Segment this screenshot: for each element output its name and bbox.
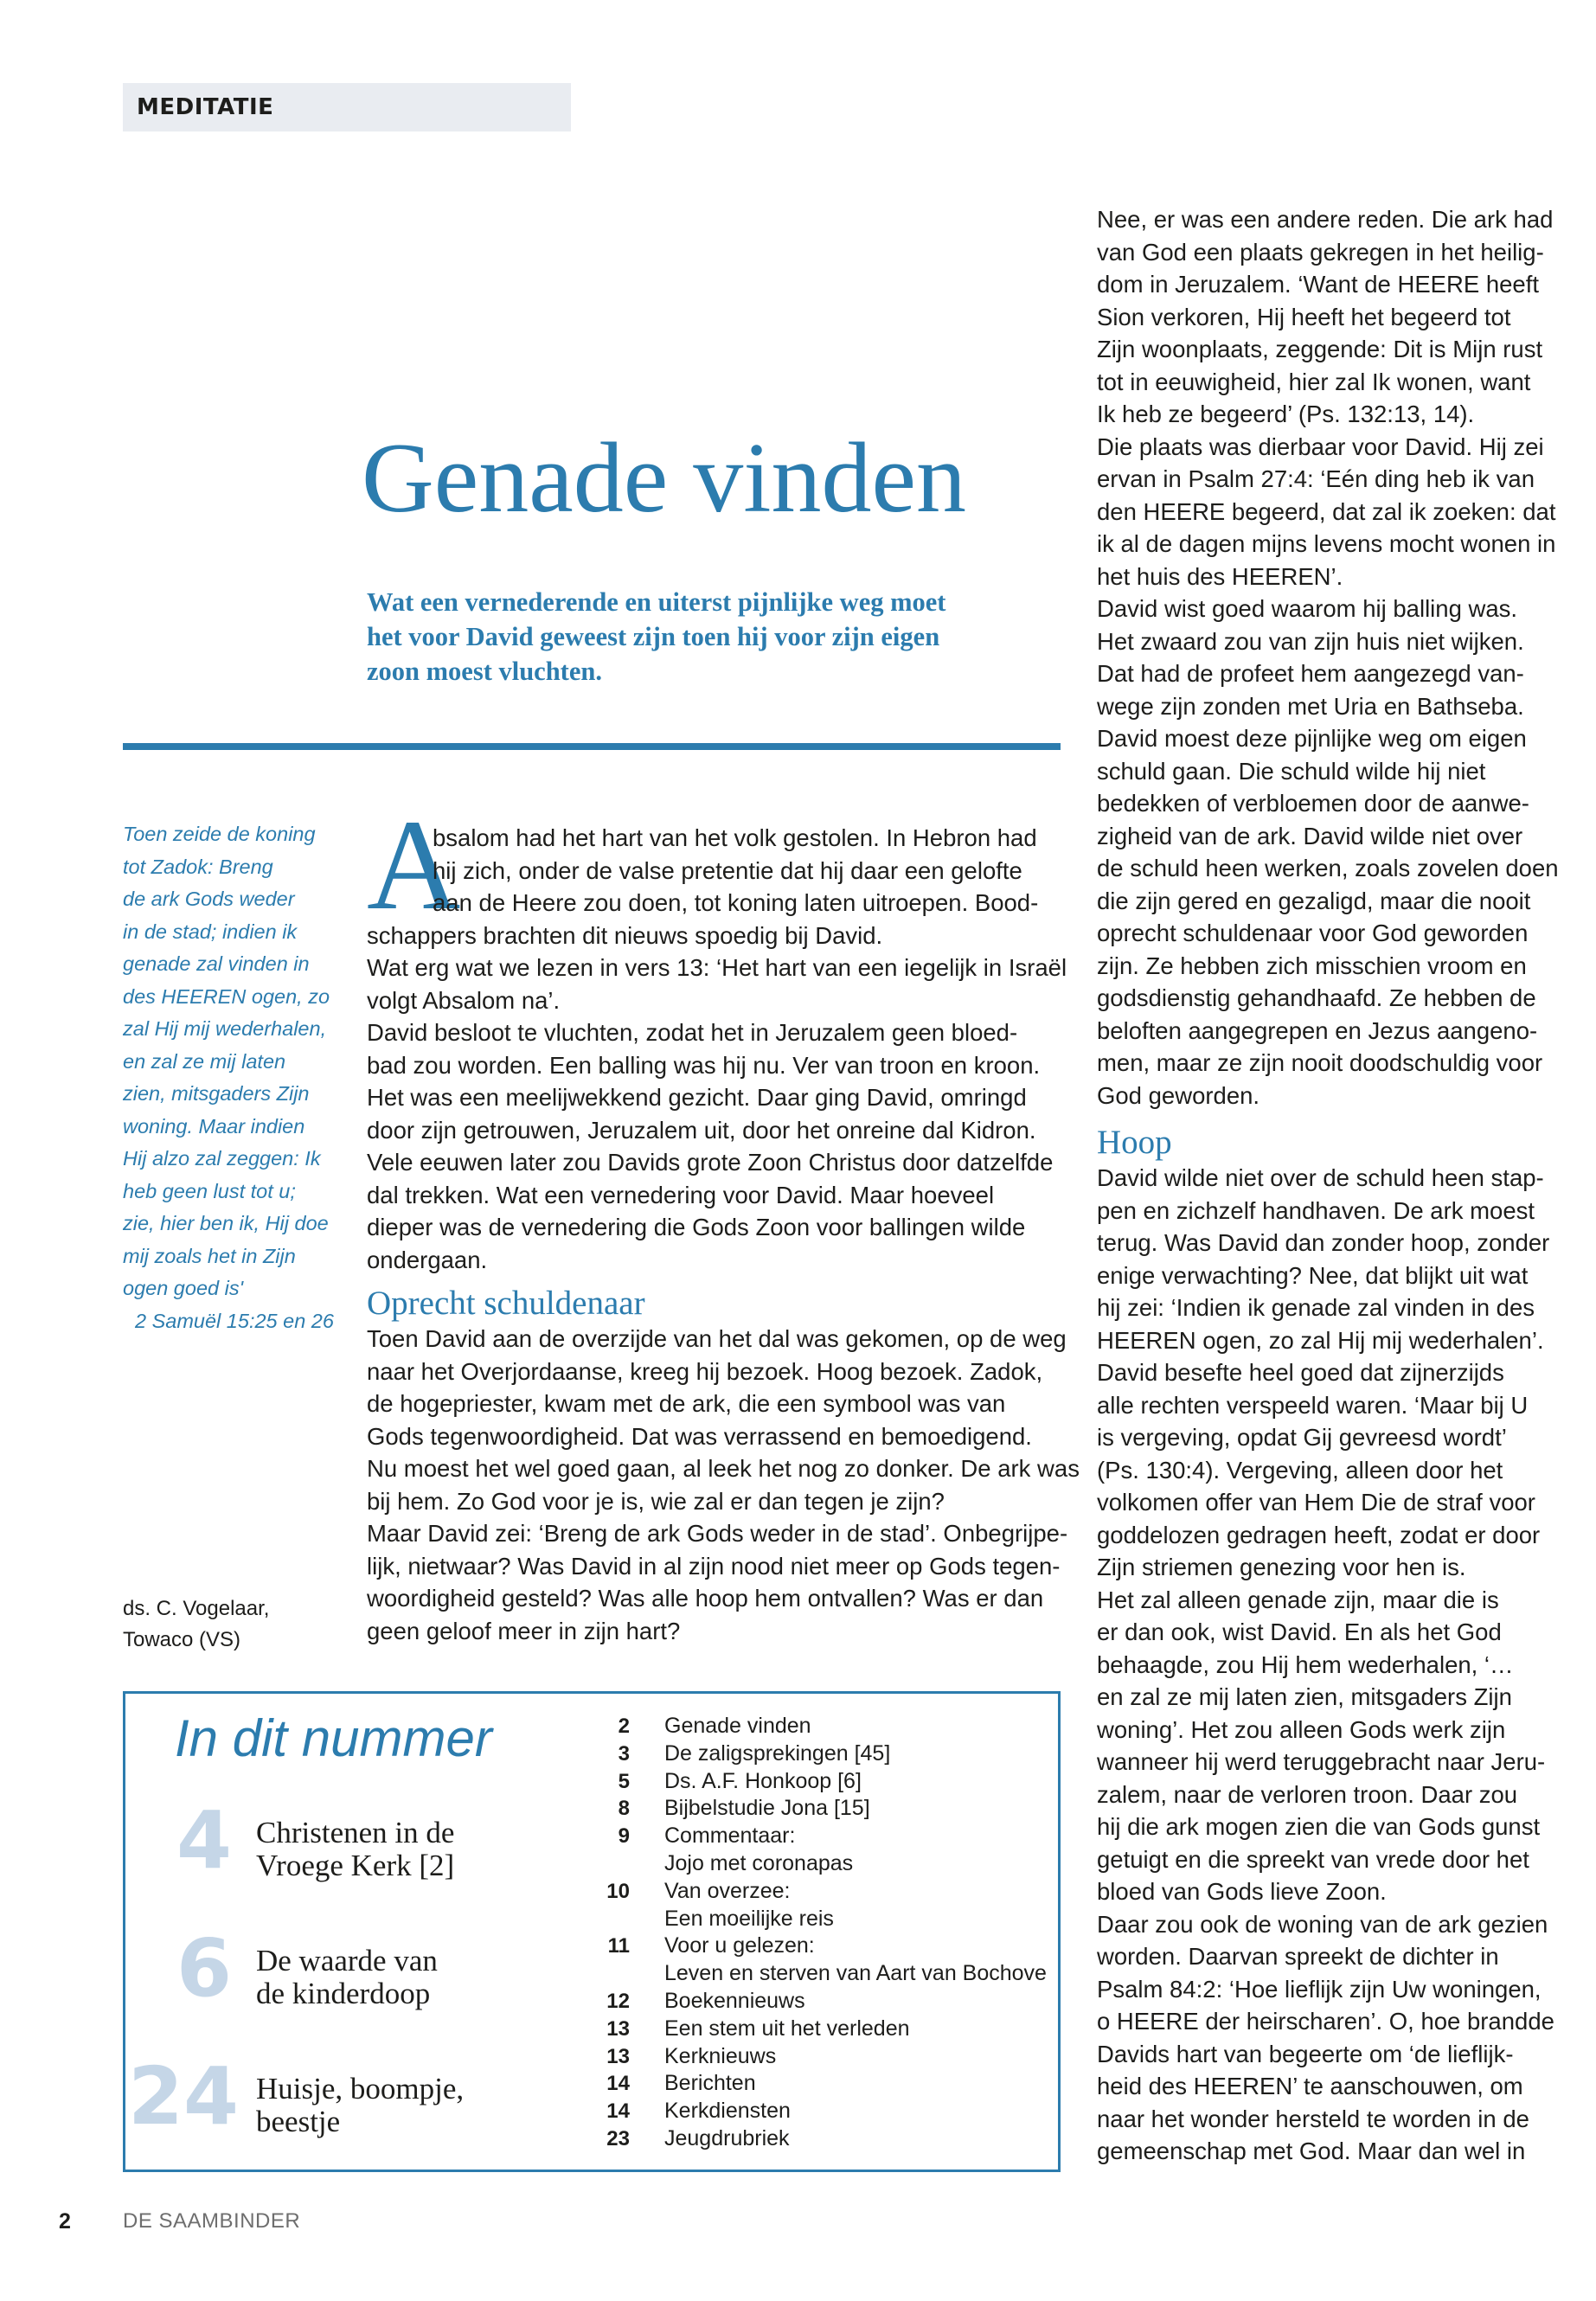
body-line: worden. Daarvan spreekt de dichter in xyxy=(1097,1943,1499,1970)
body-line: oprecht schuldenaar voor God geworden xyxy=(1097,920,1529,946)
toc-page: 8 xyxy=(618,1797,630,1821)
body-line: behaagde, zou Hij hem wederhalen, ‘… xyxy=(1097,1650,1514,1678)
toc-page: 13 xyxy=(606,2016,630,2041)
quote-line: heb geen lust tot u; xyxy=(123,1179,296,1202)
body-line: David wist goed waarom hij balling was. xyxy=(1097,595,1518,622)
body-line: Wat erg wat we lezen in vers 13: ‘Het hart van een iegelijk in Israël xyxy=(367,954,1067,981)
body-line: aan de Heere zou doen, tot koning laten uitroepen. Bood- xyxy=(433,889,1039,916)
subheading-hoop: Hoop xyxy=(1097,1124,1172,1161)
feature-title-line: beestje xyxy=(256,2105,341,2138)
quote-line: de ark Gods weder xyxy=(123,888,295,910)
body-line: er dan ook, wist David. En als het God xyxy=(1097,1618,1502,1645)
body-line: de schuld heen werken, zoals zovelen doen xyxy=(1097,855,1559,881)
body-line: Maar David zei: ‘Breng de ark Gods weder in de stad’. Onbegrijpe- xyxy=(367,1520,1068,1547)
body-line: lijk, nietwaar? Was David in al zijn nood niet meer op Gods tegen- xyxy=(367,1552,1061,1580)
body-line: den HEERE begeerd, dat zal ik zoeken: dat xyxy=(1097,497,1556,525)
quote-reference: 2 Samuël 15:25 en 26 xyxy=(135,1309,334,1332)
body-line: pen en zichzelf handhaven. De ark moest xyxy=(1097,1196,1535,1224)
toc-page: 11 xyxy=(607,1934,630,1958)
body-line: dieper was de vernedering die Gods Zoon voor ballingen wilde xyxy=(367,1214,1026,1240)
quote-line: des HEEREN ogen, zo xyxy=(123,984,330,1008)
body-line: Daar zou ook de woning van de ark gezien xyxy=(1097,1910,1548,1938)
toc-entry[interactable]: Een moeilijke reis xyxy=(664,1906,834,1931)
toc-page: 3 xyxy=(618,1741,630,1766)
body-line: Die plaats was dierbaar voor David. Hij zei xyxy=(1097,433,1544,460)
body-line: bedekken of verbloemen door de aanwe- xyxy=(1097,790,1529,817)
toc-page: 12 xyxy=(606,1990,630,2013)
body-line: Ik heb ze begeerd’ (Ps. 132:13, 14). xyxy=(1097,401,1475,427)
body-line: volkomen offer van Hem Die de straf voor xyxy=(1097,1489,1535,1516)
body-line: en zal ze mij laten zien, mitsgaders Zijn xyxy=(1097,1683,1512,1710)
body-line: alle rechten verspeeld waren. ‘Maar bij U xyxy=(1097,1391,1529,1419)
article-title: Genade vinden xyxy=(362,423,966,534)
author-location: Towaco (VS) xyxy=(123,1628,241,1651)
lead-line: Wat een vernederende en uiterst pijnlijke weg moet xyxy=(367,587,946,617)
author xyxy=(123,1593,348,1656)
toc-list xyxy=(0,1713,1596,2163)
body-line: Gods tegenwoordigheid. Dat was verrassend en bemoedigend. xyxy=(367,1422,1032,1450)
toc-entry[interactable]: Van overzee: xyxy=(664,1878,791,1903)
body-line: (Ps. 130:4). Vergeving, alleen door het xyxy=(1097,1456,1503,1484)
feature-title-line: De waarde van xyxy=(256,1944,438,1977)
body-line: volgt Absalom na’. xyxy=(367,986,561,1014)
body-line: schuld gaan. Die schuld wilde hij niet xyxy=(1097,757,1486,785)
toc-page: 14 xyxy=(606,2099,630,2124)
body-line: dal trekken. Wat een vernedering voor David. Maar hoeveel xyxy=(367,1181,995,1208)
toc-page: 14 xyxy=(606,2072,630,2096)
body-line: ondergaan. xyxy=(367,1246,488,1273)
toc-entry[interactable]: Ds. A.F. Honkoop [6] xyxy=(664,1768,862,1793)
subheading-oprecht-schuldenaar: Oprecht schuldenaar xyxy=(367,1285,645,1322)
toc-page: 2 xyxy=(618,1715,630,1738)
body-line: ik al de dagen mijns levens mocht wonen in xyxy=(1097,530,1556,557)
feature-title-line: de kinderdoop xyxy=(256,1977,431,2010)
author-name: ds. C. Vogelaar, xyxy=(123,1597,270,1620)
quote-line: tot Zadok: Breng xyxy=(123,855,273,878)
feature-page-number: 24 xyxy=(128,2050,240,2143)
body-line: bij hem. Zo God voor je is, wie zal er dan tegen je zijn? xyxy=(367,1487,945,1515)
toc-entry[interactable]: Jojo met coronapas xyxy=(664,1851,854,1875)
body-line: Nu moest het wel goed gaan, al leek het nog zo donker. De ark was xyxy=(367,1455,1080,1482)
publication-name: DE SAAMBINDER xyxy=(123,2209,301,2233)
body-line: o HEERE der heirscharen’. O, hoe brandde xyxy=(1097,2008,1554,2035)
body-line: hij die ark mogen zien die van Gods gunst xyxy=(1097,1813,1541,1840)
body-line: David moest deze pijnlijke weg om eigen xyxy=(1097,725,1527,752)
toc-entry[interactable]: Kerkdiensten xyxy=(664,2099,791,2124)
body-line: Zijn striemen genezing voor hen is. xyxy=(1097,1554,1466,1580)
quote-line: Toen zeide de koning xyxy=(123,823,316,845)
quote-line: en zal ze mij laten xyxy=(123,1049,286,1073)
title-divider xyxy=(123,743,1061,750)
body-line: Het was een meelijwekkend gezicht. Daar ging David, omringd xyxy=(367,1084,1027,1111)
body-line: David wilde niet over de schuld heen stap- xyxy=(1097,1164,1544,1191)
body-line: godsdienstig gehandhaafd. Ze hebben de xyxy=(1097,984,1536,1011)
feature-title-line: Huisje, boompje, xyxy=(256,2072,465,2106)
quote-line: zal Hij mij wederhalen, xyxy=(123,1017,327,1040)
body-line: Davids hart van begeerte om ‘de lieflijk- xyxy=(1097,2040,1514,2067)
toc-entry[interactable]: Bijbelstudie Jona [15] xyxy=(664,1796,870,1821)
body-line: getuigt en die spreekt van vrede door het xyxy=(1097,1845,1529,1873)
quote-line: Hij alzo zal zeggen: Ik xyxy=(123,1147,321,1170)
body-line: wege zijn zonden met Uria en Bathseba. xyxy=(1097,692,1524,720)
body-line: geen geloof meer in zijn hart? xyxy=(367,1617,681,1644)
bible-quote xyxy=(123,818,348,1337)
body-line: Dat had de profeet hem aangezegd van- xyxy=(1097,660,1524,687)
toc-entry[interactable]: Jeugdrubriek xyxy=(664,2126,790,2150)
body-line: door zijn getrouwen, Jeruzalem uit, door het onreine dal Kidron. xyxy=(367,1116,1036,1144)
toc-page: 9 xyxy=(618,1824,630,1849)
body-line: Vele eeuwen later zou Davids grote Zoon Christus door datzelfde xyxy=(367,1149,1054,1176)
body-line: zalem, naar de verloren troon. Daar zou xyxy=(1097,1780,1518,1808)
toc-entry[interactable]: Een stem uit het verleden xyxy=(664,2016,910,2041)
body-line: Toen David aan de overzijde van het dal was gekomen, op de weg xyxy=(367,1325,1067,1352)
quote-line: genade zal vinden in xyxy=(123,952,310,975)
quote-line: ogen goed is' xyxy=(123,1277,244,1299)
body-line: heid des HEEREN’ te aanschouwen, om xyxy=(1097,2073,1523,2099)
toc-page: 5 xyxy=(618,1769,630,1793)
toc-entry[interactable]: Voor u gelezen: xyxy=(664,1933,815,1958)
drop-cap: A xyxy=(367,793,461,937)
body-line: wanneer hij werd teruggebracht naar Jeru- xyxy=(1097,1748,1546,1775)
body-line: hij zei: ‘Indien ik genade zal vinden in des xyxy=(1097,1294,1535,1321)
body-line: enige verwachting? Nee, dat blijkt uit wat xyxy=(1097,1261,1529,1289)
body-line: Nee, er was een andere reden. Die ark had xyxy=(1097,206,1554,233)
body-line: HEEREN ogen, zo zal Hij mij wederhalen’. xyxy=(1097,1326,1544,1354)
toc-page: 13 xyxy=(606,2044,630,2068)
quote-line: in de stad; indien ik xyxy=(123,920,298,943)
feature-page-number: 6 xyxy=(176,1922,232,2015)
toc-entry[interactable]: Genade vinden xyxy=(664,1714,811,1738)
article-lead xyxy=(367,585,1059,689)
toc-entry[interactable]: De zaligsprekingen [45] xyxy=(664,1740,891,1766)
feature-title-line: Vroege Kerk [2] xyxy=(256,1849,455,1882)
body-line: is vergeving, opdat Gij gevreesd wordt’ xyxy=(1097,1424,1507,1451)
body-line: hij zich, onder de valse pretentie dat hij daar een gelofte xyxy=(433,856,1022,884)
toc-entry[interactable]: Leven en sterven van Aart van Bochove xyxy=(664,1961,1047,1986)
body-line: van God een plaats gekregen in het heilig- xyxy=(1097,238,1544,266)
body-line: God geworden. xyxy=(1097,1081,1260,1109)
body-line: die zijn gered en gezaligd, maar die nooit xyxy=(1097,887,1531,914)
body-line: bad zou worden. Een balling was hij nu. Ver van troon en kroon. xyxy=(367,1051,1041,1079)
body-line: woning’. Het zou alleen Gods werk zijn xyxy=(1097,1715,1506,1743)
toc-entry[interactable]: Berichten xyxy=(664,2071,756,2096)
main-column xyxy=(367,822,1080,1647)
body-line: zijn. Ze hebben zich misschien vroom en xyxy=(1097,952,1527,979)
body-line: men, maar ze zijn nooit doodschuldig voor xyxy=(1097,1049,1543,1076)
body-line: David besefte heel goed dat zijnerzijds xyxy=(1097,1359,1504,1386)
quote-line: woning. Maar indien xyxy=(123,1114,305,1138)
body-line: ervan in Psalm 27:4: ‘Eén ding heb ik van xyxy=(1097,465,1535,492)
feature-page-number: 4 xyxy=(176,1794,232,1887)
toc-entry[interactable]: Commentaar: xyxy=(664,1823,796,1849)
body-line: Psalm 84:2: ‘Hoe lieflijk zijn Uw woningen, xyxy=(1097,1975,1542,2003)
toc-entry[interactable]: Kerknieuws xyxy=(664,2043,777,2068)
body-line: David besloot te vluchten, zodat het in Jeruzalem geen bloed- xyxy=(367,1019,1018,1046)
body-line: terug. Was David dan zonder hoop, zonder xyxy=(1097,1229,1550,1256)
body-line: naar het Overjordaanse, kreeg hij bezoek. Hoog bezoek. Zadok, xyxy=(367,1357,1043,1385)
body-line: Het zwaard zou van zijn huis niet wijken. xyxy=(1097,627,1524,655)
body-line: gemeenschap met God. Maar dan wel in xyxy=(1097,2138,1526,2164)
quote-line: zien, mitsgaders Zijn xyxy=(123,1082,310,1105)
body-line: Zijn woonplaats, zeggende: Dit is Mijn rust xyxy=(1097,336,1543,362)
body-line: beloften aangegrepen en Jezus aangeno- xyxy=(1097,1016,1538,1044)
body-line: naar het wonder hersteld te worden in de xyxy=(1097,2105,1529,2132)
body-line: dom in Jeruzalem. ‘Want de HEERE heeft xyxy=(1097,271,1540,298)
quote-line: mij zoals het in Zijn xyxy=(123,1244,296,1267)
lead-line: zoon moest vluchten. xyxy=(367,657,602,686)
lead-line: het voor David geweest zijn toen hij voor zijn eigen xyxy=(367,622,940,651)
body-line: het huis des HEEREN’. xyxy=(1097,562,1343,590)
body-line: Het zal alleen genade zijn, maar die is xyxy=(1097,1586,1499,1613)
body-line: zigheid van de ark. David wilde niet over xyxy=(1097,822,1523,849)
body-line: bsalom had het hart van het volk gestolen. In Hebron had xyxy=(433,824,1037,851)
body-line: schappers brachten dit nieuws spoedig bij David. xyxy=(367,921,883,949)
toc-heading: In dit nummer xyxy=(175,1709,492,1767)
body-line: bloed van Gods lieve Zoon. xyxy=(1097,1878,1387,1905)
body-line: goddelozen gedragen heeft, zodat er door xyxy=(1097,1521,1541,1548)
toc-page: 23 xyxy=(606,2127,630,2150)
page-number: 2 xyxy=(59,2209,71,2234)
quote-line: zie, hier ben ik, Hij doe xyxy=(123,1212,329,1234)
toc-entry[interactable]: Boekennieuws xyxy=(664,1989,805,2013)
body-line: tot in eeuwigheid, hier zal Ik wonen, want xyxy=(1097,368,1531,395)
body-line: de hogepriester, kwam met de ark, die een symbool was van xyxy=(367,1390,1006,1417)
toc-page: 10 xyxy=(606,1879,630,1903)
body-line: Sion verkoren, Hij heeft het begeerd tot xyxy=(1097,303,1511,330)
feature-title-line: Christenen in de xyxy=(256,1816,455,1849)
section-label: MEDITATIE xyxy=(123,83,571,131)
body-line: woordigheid gesteld? Was alle hoop hem ontvallen? Was er dan xyxy=(367,1585,1044,1612)
